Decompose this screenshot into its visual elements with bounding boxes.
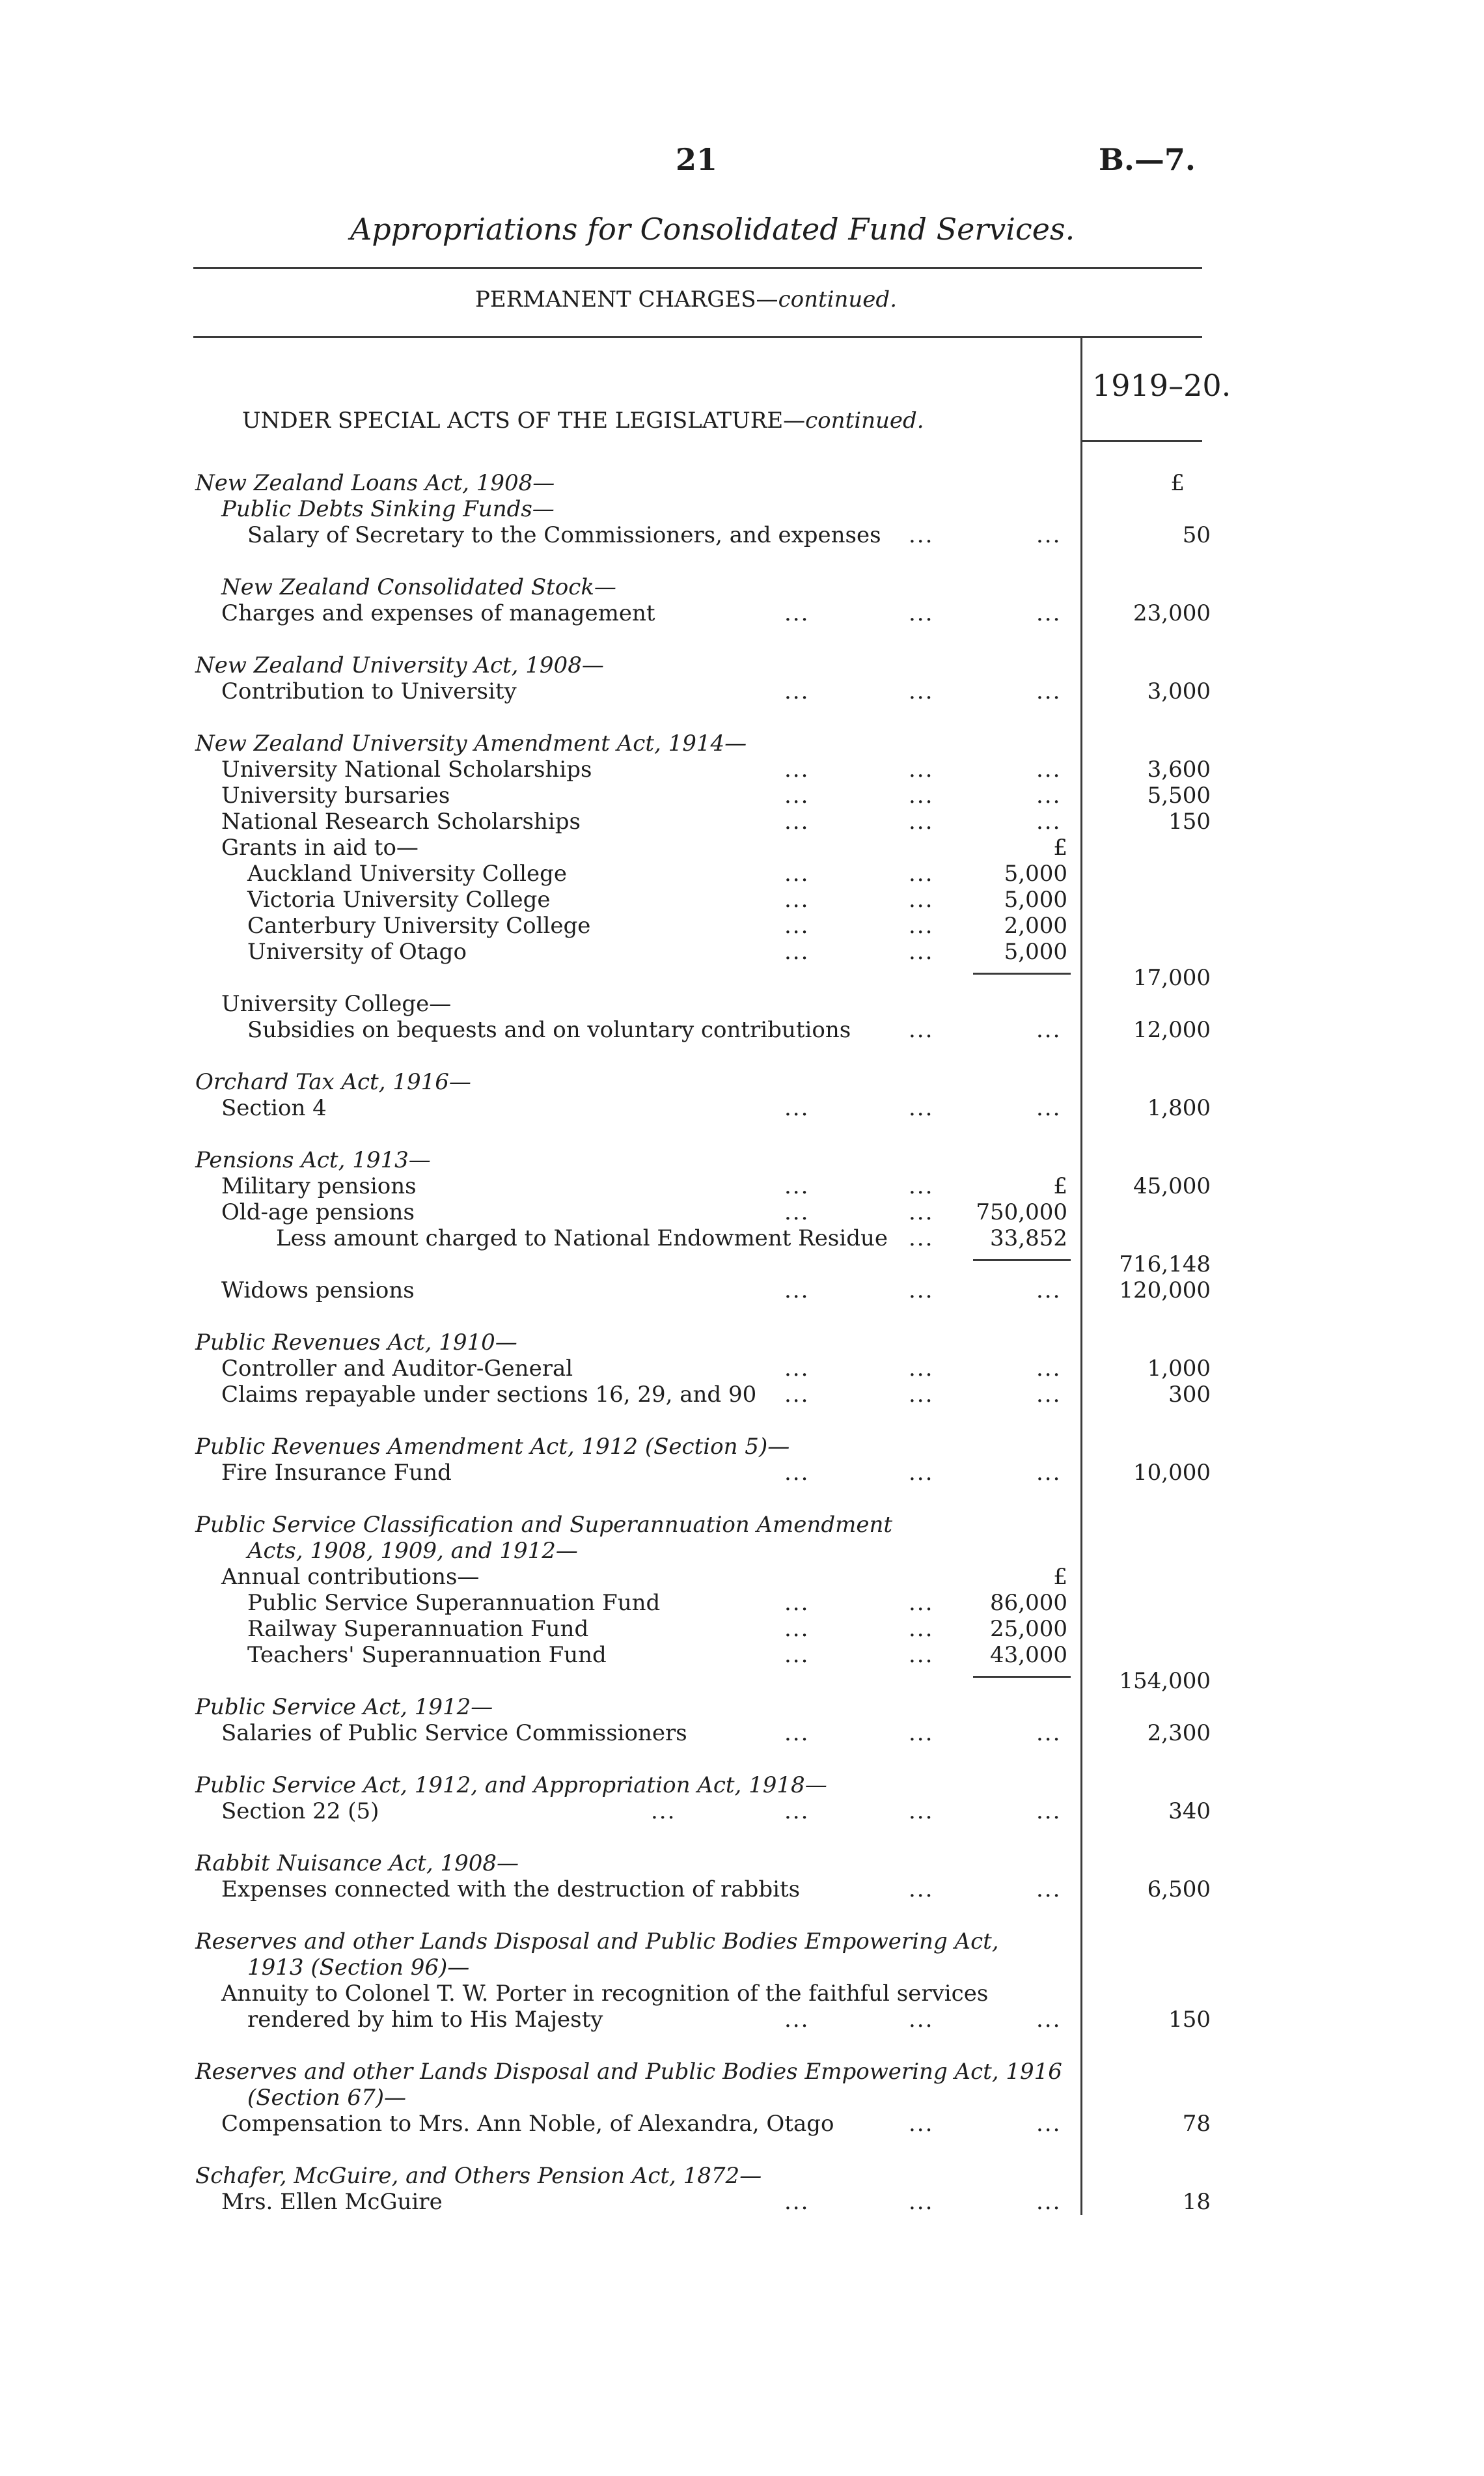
act-heading: New Zealand University Act, 1908— [195,652,604,678]
leader-dots: ... [1036,1720,1062,1746]
item-line: Teachers' Superannuation Fund [247,1642,607,1668]
leader-dots: ... [1036,1876,1062,1902]
leader-dots: ... [1036,2189,1062,2215]
leader-dots: ... [784,1720,810,1746]
act-heading: Public Service Act, 1912— [195,1694,493,1720]
amount: 78 [1182,2111,1211,2137]
leader-dots: ... [909,1225,934,1251]
leader-dots: ... [784,913,810,939]
amount: 6,500 [1147,1876,1211,1902]
amount: 45,000 [1133,1173,1211,1199]
leader-dots: ... [909,1173,934,1199]
item-line: Controller and Auditor-General [221,1356,573,1382]
act-heading: Reserves and other Lands Disposal and Public Bodies Empowering Act, [195,1928,999,1954]
leader-dots: ... [784,678,810,704]
leader-dots: ... [909,522,934,548]
leader-dots: ... [1036,1460,1062,1486]
leader-dots: ... [909,678,934,704]
leader-dots: ... [1036,809,1062,835]
item-line: National Research Scholarships [221,809,581,835]
sub-amount: 33,852 [990,1225,1067,1251]
leader-dots: ... [1036,1277,1062,1303]
item-line: Section 22 (5) [221,1798,379,1824]
sub-amount: 5,000 [1004,861,1067,887]
item-line: Annual contributions— [221,1564,480,1590]
leader-dots: ... [909,1642,934,1668]
leader-dots: ... [1036,522,1062,548]
leader-dots: ... [909,1876,934,1902]
item-line: Widows pensions [221,1277,415,1303]
item-line: Charges and expenses of management [221,600,655,626]
item-line: Subsidies on bequests and on voluntary contributions [247,1017,851,1043]
sub-heading-line: New Zealand Consolidated Stock— [221,574,616,600]
item-line: University College— [221,991,452,1017]
item-line: Expenses connected with the destruction of rabbits [221,1876,801,1902]
act-heading: Public Revenues Amendment Act, 1912 (Section 5)— [195,1434,790,1460]
leader-dots: ... [784,1642,810,1668]
item-line: Auckland University College [247,861,567,887]
leader-dots: ... [784,2189,810,2215]
sub-amount: 25,000 [990,1616,1067,1642]
item-line: Victoria University College [247,887,551,913]
leader-dots: ... [909,1199,934,1225]
item-line: Compensation to Mrs. Ann Noble, of Alexandra, Otago [221,2111,834,2137]
item-line: Grants in aid to— [221,835,419,861]
leader-dots: ... [1036,1017,1062,1043]
leader-dots: ... [784,887,810,913]
leader-dots: ... [784,939,810,965]
leader-dots: ... [909,939,934,965]
act-heading: Reserves and other Lands Disposal and Public Bodies Empowering Act, 1916 [195,2059,1062,2085]
amount: 5,500 [1147,783,1211,809]
amount: 3,000 [1147,678,1211,704]
leader-dots: ... [784,1199,810,1225]
section-title-cont: continued. [778,286,897,313]
page-title: Appropriations for Consolidated Fund Services. [350,212,1075,247]
amount: 23,000 [1133,600,1211,626]
leader-dots: ... [909,1017,934,1043]
leader-dots: ... [909,2007,934,2033]
leader-dots: ... [784,783,810,809]
leader-dots: ... [909,809,934,835]
sub-heading-line: Public Debts Sinking Funds— [221,496,555,522]
act-heading-cont: (Section 67)— [247,2085,406,2111]
sub-heading-main: UNDER SPECIAL ACTS OF THE LEGISLATURE— [242,408,806,434]
leader-dots: ... [1036,1382,1062,1408]
leader-dots: ... [1036,600,1062,626]
leader-dots: ... [784,1173,810,1199]
amount: 18 [1182,2189,1211,2215]
item-line: Old-age pensions [221,1199,415,1225]
sub-amount: 5,000 [1004,939,1067,965]
item-line: Military pensions [221,1173,417,1199]
leader-dots: ... [1036,757,1062,783]
leader-dots: ... [1036,783,1062,809]
sub-amount: 2,000 [1004,913,1067,939]
amount: 12,000 [1133,1017,1211,1043]
sub-currency: £ [1053,1173,1067,1199]
leader-dots: ... [784,809,810,835]
amount: 17,000 [1133,965,1211,991]
item-line: Claims repayable under sections 16, 29, and 90 [221,1382,757,1408]
currency-header: £ [1170,470,1185,496]
leader-dots: ... [1036,1356,1062,1382]
leader-dots: ... [909,2189,934,2215]
document-reference: B.—7. [1099,142,1196,177]
leader-dots: ... [909,1382,934,1408]
amount: 120,000 [1119,1277,1211,1303]
leader-dots: ... [784,1277,810,1303]
year-heading: 1919–20. [1092,368,1231,403]
leader-dots: ... [784,1382,810,1408]
item-line: Contribution to University [221,678,517,704]
leader-dots: ... [909,1356,934,1382]
item-line: Salaries of Public Service Commissioners [221,1720,687,1746]
amount: 1,000 [1147,1356,1211,1382]
sub-heading-cont: continued. [805,408,924,434]
sub-amount: 5,000 [1004,887,1067,913]
leader-dots: ... [1036,1798,1062,1824]
amount: 2,300 [1147,1720,1211,1746]
act-heading: Rabbit Nuisance Act, 1908— [195,1850,519,1876]
item-line: University of Otago [247,939,467,965]
item-line: Railway Superannuation Fund [247,1616,589,1642]
act-heading: Public Service Classification and Superannuation Amendment [195,1512,892,1538]
leader-dots: ... [1036,2111,1062,2137]
leader-dots: ... [909,1798,934,1824]
leader-dots: ... [1036,2007,1062,2033]
leader-dots: ... [784,1095,810,1121]
amount: 300 [1168,1382,1211,1408]
item-line: Less amount charged to National Endowment Residue [276,1225,888,1251]
amount: 3,600 [1147,757,1211,783]
leader-dots: ... [909,757,934,783]
leader-dots: ... [784,1460,810,1486]
title-rule [193,267,1202,269]
amount: 150 [1168,809,1211,835]
leader-dots: ... [784,1590,810,1616]
sub-amount: 86,000 [990,1590,1067,1616]
year-rule [1082,440,1202,442]
leader-dots: ... [651,1798,676,1824]
leader-dots: ... [784,1798,810,1824]
sub-amount: 43,000 [990,1642,1067,1668]
leader-dots: ... [784,600,810,626]
item-line: Public Service Superannuation Fund [247,1590,661,1616]
leader-dots: ... [784,2007,810,2033]
leader-dots: ... [909,1095,934,1121]
amount: 154,000 [1119,1668,1211,1694]
amount: 716,148 [1119,1251,1211,1277]
sub-currency: £ [1053,835,1067,861]
item-line: Salary of Secretary to the Commissioners, and expenses [247,522,881,548]
leader-dots: ... [909,783,934,809]
item-line: Annuity to Colonel T. W. Porter in recognition of the faithful services [221,1981,989,2007]
act-heading: Pensions Act, 1913— [195,1147,431,1173]
item-line: Section 4 [221,1095,327,1121]
act-heading: Public Service Act, 1912, and Appropriation Act, 1918— [195,1772,827,1798]
table-top-rule [193,336,1202,338]
leader-dots: ... [1036,678,1062,704]
page-number: 21 [676,142,718,177]
leader-dots: ... [909,1590,934,1616]
leader-dots: ... [909,600,934,626]
sub-amount: 750,000 [976,1199,1067,1225]
leader-dots: ... [909,913,934,939]
amount: 50 [1182,522,1211,548]
item-line: Canterbury University College [247,913,591,939]
act-heading-cont: Acts, 1908, 1909, and 1912— [247,1538,578,1564]
item-line: University National Scholarships [221,757,592,783]
section-title [475,286,897,313]
leader-dots: ... [909,887,934,913]
act-heading-cont: 1913 (Section 96)— [247,1954,470,1981]
amount: 1,800 [1147,1095,1211,1121]
item-line: University bursaries [221,783,450,809]
section-title-main: PERMANENT CHARGES— [475,286,778,313]
leader-dots: ... [784,1356,810,1382]
item-line: Fire Insurance Fund [221,1460,452,1486]
act-heading: Schafer, McGuire, and Others Pension Act, 1872— [195,2163,762,2189]
leader-dots: ... [1036,1095,1062,1121]
leader-dots: ... [784,1616,810,1642]
leader-dots: ... [784,861,810,887]
act-heading: Orchard Tax Act, 1916— [195,1069,471,1095]
leader-dots: ... [909,1460,934,1486]
act-heading: Public Revenues Act, 1910— [195,1329,517,1356]
amount: 340 [1168,1798,1211,1824]
leader-dots: ... [909,1277,934,1303]
leader-dots: ... [909,1616,934,1642]
act-heading: New Zealand Loans Act, 1908— [195,470,555,496]
leader-dots: ... [909,1720,934,1746]
leader-dots: ... [784,757,810,783]
sub-currency: £ [1053,1564,1067,1590]
item-line: Mrs. Ellen McGuire [221,2189,443,2215]
amount: 10,000 [1133,1460,1211,1486]
act-heading: New Zealand University Amendment Act, 1914— [195,730,747,757]
amount: 150 [1168,2007,1211,2033]
sub-heading [242,408,924,434]
leader-dots: ... [909,2111,934,2137]
item-line: rendered by him to His Majesty [247,2007,603,2033]
leader-dots: ... [909,861,934,887]
